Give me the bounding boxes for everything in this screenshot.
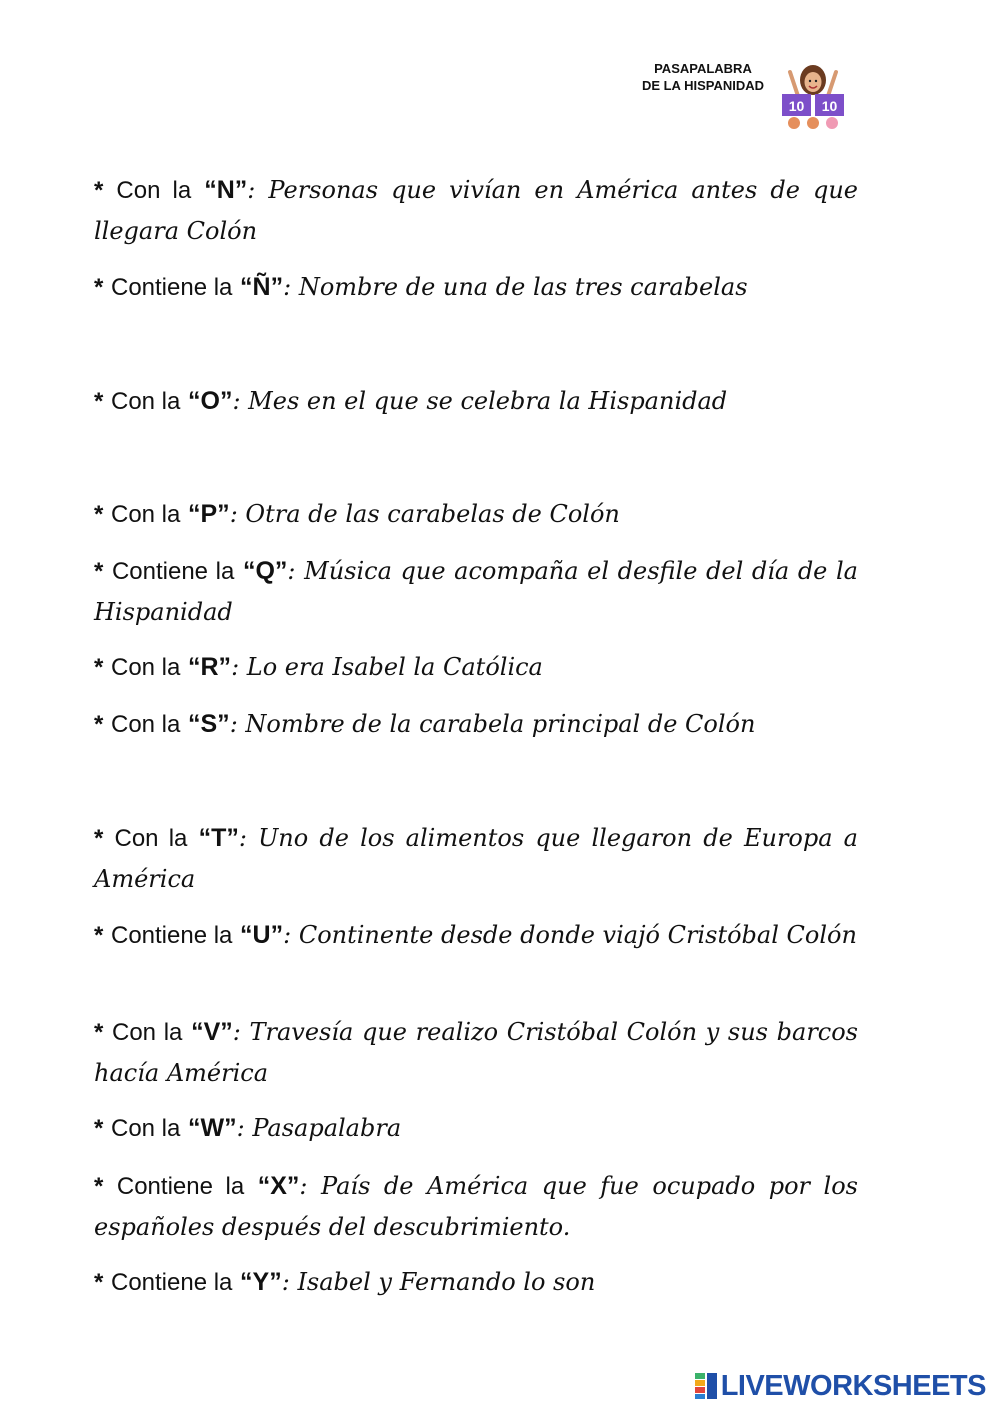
clue-item	[94, 915, 858, 956]
bitmoji-avatar-icon	[782, 62, 844, 130]
clue-item	[94, 551, 858, 632]
clue-text: : Mes en el que se celebra la Hispanidad	[232, 387, 728, 415]
clue-letter: “Q”	[242, 557, 288, 585]
clue-letter: “W”	[188, 1114, 237, 1142]
clue-text: : Travesía que realizo Cristóbal Colón y sus barcos hacía América	[94, 1018, 858, 1087]
clue-text: : Lo era Isabel la Católica	[231, 653, 543, 681]
clue-text: : Otra de las carabelas de Colón	[229, 500, 620, 528]
clue-bullet: *	[94, 711, 104, 738]
clue-letter: “N”	[204, 176, 248, 204]
clue-text: : Pasapalabra	[236, 1114, 402, 1142]
liveworksheets-brand: LIVEWORKSHEETS	[720, 1369, 986, 1402]
clue-bullet: *	[94, 1269, 104, 1296]
clue-text: : Isabel y Fernando lo son	[281, 1268, 596, 1296]
clue-text: : Uno de los alimentos que llegaron de Europa a América	[94, 824, 858, 893]
clue-prefix: Con la	[112, 1019, 183, 1046]
clue-item	[94, 170, 858, 251]
clue-prefix: Con la	[110, 501, 181, 528]
header-title-line1: PASAPALABRA	[654, 61, 752, 76]
clue-item	[94, 1262, 858, 1303]
clue-prefix: Con la	[114, 825, 188, 852]
clue-prefix: Contiene la	[116, 1173, 245, 1200]
avatar-sign-left: 10	[788, 98, 805, 114]
header-title-line2: DE LA HISPANIDAD	[641, 78, 764, 93]
clue-letter: “Y”	[240, 1268, 282, 1296]
clue-letter: “P”	[188, 500, 230, 528]
clue-item	[94, 647, 858, 688]
clue-prefix: Con la	[116, 177, 192, 204]
clue-item	[94, 381, 858, 422]
clue-prefix: Con la	[110, 654, 181, 681]
clue-bullet: *	[94, 177, 104, 204]
clue-text: : Personas que vivían en América antes de que llegara Colón	[94, 176, 858, 245]
avatar-sign-right: 10	[821, 98, 838, 114]
clue-letter: “S”	[188, 710, 230, 738]
clue-item	[94, 494, 858, 535]
clue-letter: “Ñ”	[240, 273, 284, 301]
clue-item	[94, 704, 858, 745]
worksheet-header	[642, 60, 764, 94]
clue-prefix: Con la	[110, 1115, 181, 1142]
clue-letter: “T”	[198, 824, 239, 852]
clue-item	[94, 1108, 858, 1149]
clue-bullet: *	[94, 558, 104, 585]
clue-prefix: Con la	[110, 711, 181, 738]
clue-letter: “O”	[188, 387, 233, 415]
clue-item	[94, 267, 858, 308]
clue-letter: “R”	[188, 653, 232, 681]
clue-text: : Música que acompaña el desfile del día de la Hispanidad	[94, 557, 858, 626]
clue-bullet: *	[94, 501, 104, 528]
clue-text: : Nombre de una de las tres carabelas	[283, 273, 748, 301]
clue-bullet: *	[94, 388, 104, 415]
clue-prefix: Con la	[110, 388, 181, 415]
clue-letter: “V”	[191, 1018, 233, 1046]
clue-bullet: *	[94, 654, 104, 681]
clue-prefix: Contiene la	[110, 274, 233, 301]
clue-letter: “X”	[257, 1172, 300, 1200]
clue-letter: “U”	[240, 921, 284, 949]
clue-text: : Nombre de la carabela principal de Colón	[229, 710, 756, 738]
clue-item	[94, 818, 858, 899]
clue-bullet: *	[94, 825, 104, 852]
clue-item	[94, 1166, 858, 1247]
clue-bullet: *	[94, 1173, 104, 1200]
clue-bullet: *	[94, 922, 104, 949]
clue-prefix: Contiene la	[110, 1269, 233, 1296]
clue-text: : Continente desde donde viajó Cristóbal Colón	[283, 921, 857, 949]
liveworksheets-logo[interactable]	[695, 1370, 986, 1402]
clue-prefix: Contiene la	[110, 922, 233, 949]
clue-bullet: *	[94, 1019, 104, 1046]
clue-bullet: *	[94, 274, 104, 301]
clue-prefix: Contiene la	[111, 558, 235, 585]
clue-item	[94, 1012, 858, 1093]
clue-bullet: *	[94, 1115, 104, 1142]
liveworksheets-mark-icon	[695, 1373, 717, 1399]
clue-text: : País de América que fue ocupado por los españoles después del descubrimiento.	[94, 1172, 858, 1241]
